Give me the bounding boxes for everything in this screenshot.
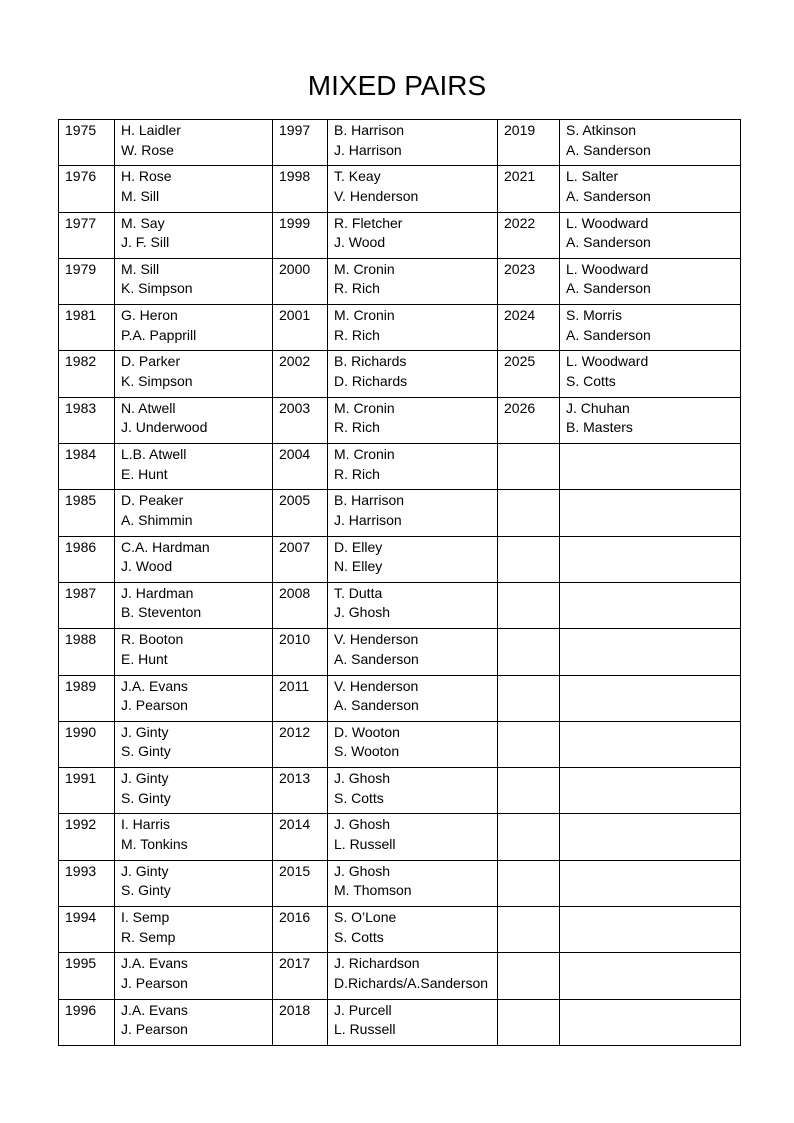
player-name-second: J. Ghosh bbox=[334, 604, 391, 621]
names-cell bbox=[115, 351, 273, 397]
player-name-first: S. Atkinson bbox=[566, 122, 637, 138]
player-name-second: L. Russell bbox=[334, 835, 396, 852]
player-name-second: K. Simpson bbox=[121, 372, 193, 389]
names-cell bbox=[328, 768, 498, 814]
names-cell bbox=[328, 907, 498, 953]
names-cell bbox=[560, 258, 741, 304]
player-name-first: J. Chuhan bbox=[566, 399, 630, 416]
year-cell: 2014 bbox=[273, 814, 328, 860]
names-cell bbox=[560, 721, 741, 767]
year-cell: 1990 bbox=[59, 721, 115, 767]
year-cell bbox=[498, 999, 560, 1045]
player-name-second: P.A. Papprill bbox=[121, 326, 197, 343]
table-row bbox=[59, 212, 741, 258]
year-cell: 1986 bbox=[59, 536, 115, 582]
year-cell: 2001 bbox=[273, 305, 328, 351]
player-name-first: I. Semp bbox=[121, 909, 170, 926]
player-name-second: R. Rich bbox=[334, 280, 380, 297]
year-cell: 1981 bbox=[59, 305, 115, 351]
player-name-second: A. Shimmin bbox=[121, 511, 193, 528]
player-name-second: N. Elley bbox=[334, 558, 383, 575]
player-name-first: H. Laidler bbox=[121, 122, 181, 138]
year-cell: 1994 bbox=[59, 907, 115, 953]
table-row bbox=[59, 258, 741, 304]
year-cell: 2002 bbox=[273, 351, 328, 397]
year-cell: 2013 bbox=[273, 768, 328, 814]
names-cell bbox=[560, 490, 741, 536]
player-name-first: G. Heron bbox=[121, 307, 178, 324]
year-cell bbox=[498, 907, 560, 953]
names-cell bbox=[328, 999, 498, 1045]
year-cell: 1996 bbox=[59, 999, 115, 1045]
names-cell bbox=[328, 953, 498, 999]
player-name-first: J.A. Evans bbox=[121, 677, 188, 694]
names-cell bbox=[115, 999, 273, 1045]
table-row bbox=[59, 953, 741, 999]
player-name-first: M. Sill bbox=[121, 260, 160, 277]
player-name-first: B. Richards bbox=[334, 353, 407, 370]
player-name-second: S. Ginty bbox=[121, 743, 171, 760]
year-cell: 2004 bbox=[273, 444, 328, 490]
player-name-second: J. Pearson bbox=[121, 974, 188, 991]
table-row bbox=[59, 999, 741, 1045]
names-cell bbox=[560, 166, 741, 212]
player-name-first: L. Woodward bbox=[566, 214, 649, 231]
player-name-second: R. Rich bbox=[334, 419, 380, 436]
year-cell: 1993 bbox=[59, 860, 115, 906]
year-cell: 1976 bbox=[59, 166, 115, 212]
table-row bbox=[59, 444, 741, 490]
player-name-second: J. Pearson bbox=[121, 1021, 188, 1038]
names-cell bbox=[115, 120, 273, 166]
player-name-first: J. Ginty bbox=[121, 723, 169, 740]
names-cell bbox=[560, 675, 741, 721]
player-name-second: S. Wooton bbox=[334, 743, 400, 760]
table-row bbox=[59, 582, 741, 628]
year-cell: 1997 bbox=[273, 120, 328, 166]
year-cell: 2008 bbox=[273, 582, 328, 628]
year-cell: 2016 bbox=[273, 907, 328, 953]
player-name-second: V. Henderson bbox=[334, 187, 419, 204]
player-name-second: M. Tonkins bbox=[121, 835, 188, 852]
table-row bbox=[59, 490, 741, 536]
year-cell bbox=[498, 536, 560, 582]
player-name-first: J. Ginty bbox=[121, 862, 169, 879]
names-cell bbox=[560, 860, 741, 906]
player-name-first: M. Cronin bbox=[334, 399, 395, 416]
names-cell bbox=[560, 305, 741, 351]
year-cell: 2007 bbox=[273, 536, 328, 582]
year-cell: 2024 bbox=[498, 305, 560, 351]
winners-table bbox=[58, 119, 741, 1046]
player-name-first: V. Henderson bbox=[334, 631, 419, 648]
year-cell bbox=[498, 444, 560, 490]
names-cell bbox=[560, 397, 741, 443]
year-cell bbox=[498, 675, 560, 721]
year-cell: 2018 bbox=[273, 999, 328, 1045]
winners-table-body bbox=[59, 120, 741, 1046]
player-name-first: L. Woodward bbox=[566, 260, 649, 277]
player-name-first: D. Wooton bbox=[334, 723, 400, 740]
year-cell: 1991 bbox=[59, 768, 115, 814]
year-cell bbox=[498, 582, 560, 628]
year-cell bbox=[498, 768, 560, 814]
year-cell: 2012 bbox=[273, 721, 328, 767]
player-name-second: A. Sanderson bbox=[566, 326, 651, 343]
names-cell bbox=[560, 768, 741, 814]
year-cell bbox=[498, 814, 560, 860]
player-name-first: C.A. Hardman bbox=[121, 538, 210, 555]
year-cell: 1998 bbox=[273, 166, 328, 212]
player-name-first: D. Elley bbox=[334, 538, 383, 555]
names-cell bbox=[328, 444, 498, 490]
player-name-first: J.A. Evans bbox=[121, 1001, 188, 1018]
player-name-first: M. Cronin bbox=[334, 260, 395, 277]
player-name-first: V. Henderson bbox=[334, 677, 419, 694]
player-name-first: N. Atwell bbox=[121, 399, 176, 416]
names-cell bbox=[328, 258, 498, 304]
player-name-second: D. Richards bbox=[334, 372, 408, 389]
player-name-second: A. Sanderson bbox=[566, 141, 651, 158]
player-name-first: L. Salter bbox=[566, 168, 619, 185]
table-row bbox=[59, 675, 741, 721]
names-cell bbox=[115, 258, 273, 304]
player-name-second: A. Sanderson bbox=[334, 650, 419, 667]
table-row bbox=[59, 768, 741, 814]
player-name-first: J. Hardman bbox=[121, 584, 194, 601]
names-cell bbox=[115, 814, 273, 860]
names-cell bbox=[115, 629, 273, 675]
names-cell bbox=[328, 814, 498, 860]
table-row bbox=[59, 120, 741, 166]
year-cell: 2015 bbox=[273, 860, 328, 906]
player-name-second: E. Hunt bbox=[121, 465, 168, 482]
player-name-second: J. Pearson bbox=[121, 697, 188, 714]
names-cell bbox=[115, 490, 273, 536]
names-cell bbox=[560, 814, 741, 860]
year-cell: 1977 bbox=[59, 212, 115, 258]
year-cell: 1979 bbox=[59, 258, 115, 304]
year-cell bbox=[498, 721, 560, 767]
player-name-first: M. Cronin bbox=[334, 446, 395, 463]
names-cell bbox=[328, 675, 498, 721]
year-cell: 2005 bbox=[273, 490, 328, 536]
player-name-first: S. O’Lone bbox=[334, 909, 397, 926]
names-cell bbox=[560, 351, 741, 397]
player-name-second: B. Masters bbox=[566, 419, 633, 436]
names-cell bbox=[560, 953, 741, 999]
player-name-second: A. Sanderson bbox=[566, 187, 651, 204]
year-cell: 2021 bbox=[498, 166, 560, 212]
names-cell bbox=[115, 582, 273, 628]
names-cell bbox=[115, 305, 273, 351]
player-name-second: S. Ginty bbox=[121, 882, 171, 899]
player-name-first: I. Harris bbox=[121, 816, 170, 833]
player-name-first: J. Richardson bbox=[334, 955, 420, 972]
player-name-first: S. Morris bbox=[566, 307, 622, 324]
player-name-first: M. Cronin bbox=[334, 307, 395, 324]
player-name-second: J. Underwood bbox=[121, 419, 208, 436]
player-name-second: K. Simpson bbox=[121, 280, 193, 297]
table-row bbox=[59, 397, 741, 443]
names-cell bbox=[115, 768, 273, 814]
names-cell bbox=[115, 953, 273, 999]
names-cell bbox=[115, 860, 273, 906]
player-name-first: R. Fletcher bbox=[334, 214, 403, 231]
player-name-second: S. Ginty bbox=[121, 789, 171, 806]
player-name-first: T. Dutta bbox=[334, 584, 383, 601]
names-cell bbox=[560, 999, 741, 1045]
names-cell bbox=[115, 675, 273, 721]
player-name-second: R. Rich bbox=[334, 326, 380, 343]
names-cell bbox=[560, 212, 741, 258]
names-cell bbox=[115, 166, 273, 212]
year-cell: 1995 bbox=[59, 953, 115, 999]
player-name-first: B. Harrison bbox=[334, 492, 405, 509]
year-cell: 2019 bbox=[498, 120, 560, 166]
year-cell bbox=[498, 953, 560, 999]
year-cell: 1988 bbox=[59, 629, 115, 675]
player-name-second: A. Sanderson bbox=[566, 234, 651, 251]
player-name-first: D. Peaker bbox=[121, 492, 184, 509]
names-cell bbox=[560, 444, 741, 490]
table-row bbox=[59, 351, 741, 397]
table-row bbox=[59, 536, 741, 582]
names-cell bbox=[328, 305, 498, 351]
year-cell: 1983 bbox=[59, 397, 115, 443]
year-cell bbox=[498, 629, 560, 675]
player-name-second: M. Sill bbox=[121, 187, 160, 204]
names-cell bbox=[115, 212, 273, 258]
year-cell: 2025 bbox=[498, 351, 560, 397]
names-cell bbox=[328, 397, 498, 443]
year-cell bbox=[498, 860, 560, 906]
player-name-second: L. Russell bbox=[334, 1021, 396, 1038]
year-cell: 1985 bbox=[59, 490, 115, 536]
table-row bbox=[59, 305, 741, 351]
year-cell: 1975 bbox=[59, 120, 115, 166]
player-name-first: D. Parker bbox=[121, 353, 181, 370]
player-name-second: M. Thomson bbox=[334, 882, 412, 899]
player-name-first: J. Purcell bbox=[334, 1001, 392, 1018]
year-cell: 2011 bbox=[273, 675, 328, 721]
year-cell: 2022 bbox=[498, 212, 560, 258]
player-name-first: J. Ginty bbox=[121, 770, 169, 787]
player-name-second: J. F. Sill bbox=[121, 234, 170, 251]
table-row bbox=[59, 814, 741, 860]
names-cell bbox=[328, 120, 498, 166]
names-cell bbox=[115, 536, 273, 582]
names-cell bbox=[560, 629, 741, 675]
year-cell: 2023 bbox=[498, 258, 560, 304]
player-name-first: L. Woodward bbox=[566, 353, 649, 370]
names-cell bbox=[115, 721, 273, 767]
player-name-second: A. Sanderson bbox=[566, 280, 651, 297]
player-name-second: S. Cotts bbox=[566, 372, 616, 389]
player-name-second: W. Rose bbox=[121, 141, 174, 158]
names-cell bbox=[115, 907, 273, 953]
player-name-second: R. Semp bbox=[121, 928, 176, 945]
player-name-first: J. Ghosh bbox=[334, 816, 391, 833]
names-cell bbox=[328, 629, 498, 675]
player-name-second: R. Rich bbox=[334, 465, 380, 482]
names-cell bbox=[560, 907, 741, 953]
player-name-first: J. Ghosh bbox=[334, 770, 391, 787]
player-name-second: J. Wood bbox=[121, 558, 173, 575]
table-row bbox=[59, 629, 741, 675]
names-cell bbox=[328, 860, 498, 906]
names-cell bbox=[115, 444, 273, 490]
player-name-second: J. Harrison bbox=[334, 141, 402, 158]
player-name-first: H. Rose bbox=[121, 168, 172, 185]
year-cell: 1989 bbox=[59, 675, 115, 721]
names-cell bbox=[328, 490, 498, 536]
names-cell bbox=[560, 582, 741, 628]
player-name-second: S. Cotts bbox=[334, 928, 384, 945]
player-name-first: B. Harrison bbox=[334, 122, 405, 138]
player-name-first: R. Booton bbox=[121, 631, 184, 648]
year-cell bbox=[498, 490, 560, 536]
names-cell bbox=[328, 351, 498, 397]
page-title: MIXED PAIRS bbox=[307, 70, 487, 101]
player-name-second: B. Steventon bbox=[121, 604, 202, 621]
names-cell bbox=[115, 397, 273, 443]
year-cell: 1984 bbox=[59, 444, 115, 490]
player-name-second: D.Richards/A.Sanderson bbox=[334, 974, 489, 991]
year-cell: 1999 bbox=[273, 212, 328, 258]
player-name-second: J. Harrison bbox=[334, 511, 402, 528]
year-cell: 1982 bbox=[59, 351, 115, 397]
player-name-first: T. Keay bbox=[334, 168, 381, 185]
names-cell bbox=[328, 166, 498, 212]
player-name-first: J.A. Evans bbox=[121, 955, 188, 972]
table-row bbox=[59, 166, 741, 212]
year-cell: 1992 bbox=[59, 814, 115, 860]
player-name-second: E. Hunt bbox=[121, 650, 168, 667]
player-name-first: J. Ghosh bbox=[334, 862, 391, 879]
year-cell: 2026 bbox=[498, 397, 560, 443]
names-cell bbox=[328, 721, 498, 767]
year-cell: 2003 bbox=[273, 397, 328, 443]
names-cell bbox=[560, 120, 741, 166]
year-cell: 2017 bbox=[273, 953, 328, 999]
player-name-second: J. Wood bbox=[334, 234, 386, 251]
names-cell bbox=[328, 582, 498, 628]
player-name-second: S. Cotts bbox=[334, 789, 384, 806]
player-name-second: A. Sanderson bbox=[334, 697, 419, 714]
year-cell: 1987 bbox=[59, 582, 115, 628]
names-cell bbox=[328, 212, 498, 258]
table-row bbox=[59, 907, 741, 953]
table-row bbox=[59, 721, 741, 767]
year-cell: 2000 bbox=[273, 258, 328, 304]
names-cell bbox=[560, 536, 741, 582]
player-name-first: L.B. Atwell bbox=[121, 446, 187, 463]
names-cell bbox=[328, 536, 498, 582]
year-cell: 2010 bbox=[273, 629, 328, 675]
player-name-first: M. Say bbox=[121, 214, 165, 231]
table-row bbox=[59, 860, 741, 906]
